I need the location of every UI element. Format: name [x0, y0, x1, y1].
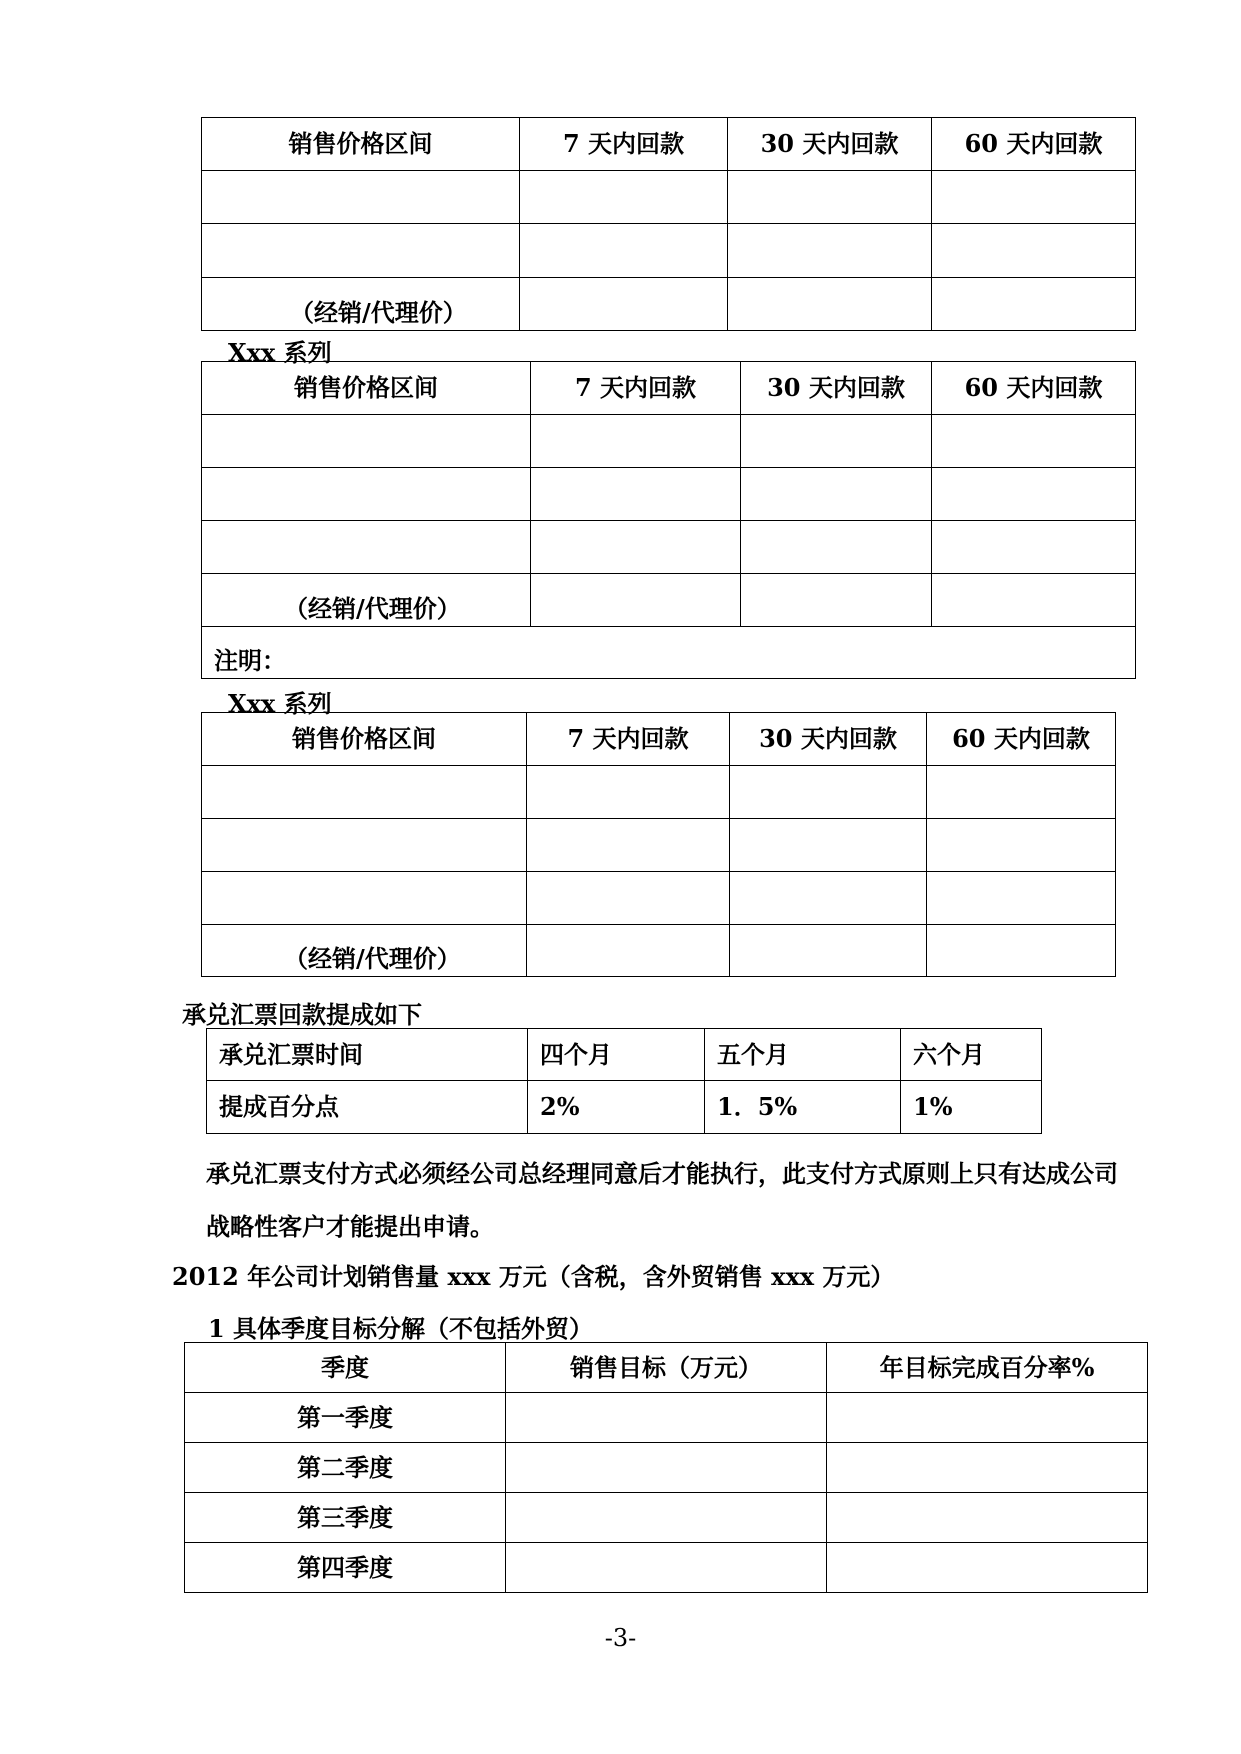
table-row: [202, 171, 1136, 224]
dealer-price-label: （经销/代理价）: [202, 278, 520, 331]
table-cell: [741, 415, 932, 468]
table-header-row: [185, 1343, 1148, 1393]
series-title-3: Xxx 系列: [228, 689, 332, 718]
table-cell: [741, 521, 932, 574]
table-cell: [932, 468, 1136, 521]
header-7-days: 7 天内回款: [527, 713, 730, 766]
header-30-days: 30 天内回款: [728, 118, 932, 171]
six-months: 六个月: [901, 1029, 1042, 1081]
table-cell: [506, 1443, 827, 1493]
table-cell: [730, 925, 927, 977]
table-cell: [202, 872, 527, 925]
table-row: [202, 574, 1136, 627]
table-cell: [728, 224, 932, 278]
acceptance-paragraph-line-2: 战略性客户才能提出申请。: [206, 1212, 494, 1241]
header-30-days: 30 天内回款: [741, 362, 932, 415]
price-table-3: [201, 712, 1116, 977]
table-cell: [202, 468, 531, 521]
header-60-days: 60 天内回款: [932, 362, 1136, 415]
table-cell: [730, 872, 927, 925]
table-cell: [202, 766, 527, 819]
table-row: [185, 1543, 1148, 1593]
commission-five-months: 1．5%: [705, 1081, 901, 1134]
table-cell: [730, 766, 927, 819]
table-cell: [520, 224, 728, 278]
table-cell: [741, 574, 932, 627]
price-table-1: [201, 117, 1136, 331]
table-cell: [932, 278, 1136, 331]
table-cell: [932, 521, 1136, 574]
table-cell: [728, 171, 932, 224]
table-cell: [531, 574, 741, 627]
commission-four-months: 2%: [528, 1081, 705, 1134]
table-cell: [202, 224, 520, 278]
table-cell: [827, 1543, 1148, 1593]
header-60-days: 60 天内回款: [932, 118, 1136, 171]
table-row: [202, 766, 1116, 819]
header-60-days: 60 天内回款: [927, 713, 1116, 766]
table-cell: [827, 1443, 1148, 1493]
header-price-range: 销售价格区间: [202, 362, 531, 415]
table-header-row: [202, 362, 1136, 415]
acceptance-heading: 承兑汇票回款提成如下: [182, 1000, 422, 1029]
five-months: 五个月: [705, 1029, 901, 1081]
quarter-label: 第二季度: [185, 1443, 506, 1493]
four-months: 四个月: [528, 1029, 705, 1081]
table-row: [202, 224, 1136, 278]
commission-row: [207, 1081, 1042, 1134]
acceptance-time-row: [207, 1029, 1042, 1081]
table-cell: [527, 872, 730, 925]
table-cell: [202, 415, 531, 468]
table-row: [202, 278, 1136, 331]
annual-plan-line: 2012 年公司计划销售量 xxx 万元（含税，含外贸销售 xxx 万元）: [172, 1262, 895, 1291]
quarter-label: 第四季度: [185, 1543, 506, 1593]
table-cell: [531, 521, 741, 574]
price-table-2: [201, 361, 1136, 679]
table-cell: [927, 872, 1116, 925]
table-cell: [932, 224, 1136, 278]
commission-six-months: 1%: [901, 1081, 1042, 1134]
table-cell: [527, 766, 730, 819]
acceptance-paragraph-line-1: 承兑汇票支付方式必须经公司总经理同意后才能执行，此支付方式原则上只有达成公司: [206, 1159, 1118, 1188]
header-30-days: 30 天内回款: [730, 713, 927, 766]
table-cell: [927, 819, 1116, 872]
dealer-price-label: （经销/代理价）: [202, 574, 531, 627]
table-row: [202, 819, 1116, 872]
quarter-heading: 1 具体季度目标分解（不包括外贸）: [208, 1314, 594, 1343]
header-price-range: 销售价格区间: [202, 118, 520, 171]
quarter-label: 第三季度: [185, 1493, 506, 1543]
table-cell: [520, 278, 728, 331]
table-header-row: [202, 713, 1116, 766]
table-cell: [927, 766, 1116, 819]
acceptance-time-label: 承兑汇票时间: [207, 1029, 528, 1081]
table-cell: [202, 819, 527, 872]
table-row: [202, 521, 1136, 574]
table-cell: [527, 819, 730, 872]
header-7-days: 7 天内回款: [531, 362, 741, 415]
table-header-row: [202, 118, 1136, 171]
table-row: [185, 1393, 1148, 1443]
dealer-price-label: （经销/代理价）: [202, 925, 527, 977]
header-sales-target: 销售目标（万元）: [506, 1343, 827, 1393]
table-row: [202, 415, 1136, 468]
table-cell: [932, 574, 1136, 627]
table-cell: [728, 278, 932, 331]
table-cell: [506, 1493, 827, 1543]
table-row: [202, 468, 1136, 521]
table-cell: [506, 1393, 827, 1443]
note-row: [202, 627, 1136, 679]
table-cell: [827, 1493, 1148, 1543]
table-cell: [527, 925, 730, 977]
quarter-label: 第一季度: [185, 1393, 506, 1443]
header-7-days: 7 天内回款: [520, 118, 728, 171]
commission-label: 提成百分点: [207, 1081, 528, 1134]
table-cell: [927, 925, 1116, 977]
table-cell: [202, 171, 520, 224]
table-cell: [531, 415, 741, 468]
table-row: [202, 872, 1116, 925]
quarter-table: [184, 1342, 1148, 1593]
table-row: [185, 1493, 1148, 1543]
header-price-range: 销售价格区间: [202, 713, 527, 766]
header-quarter: 季度: [185, 1343, 506, 1393]
header-completion-rate: 年目标完成百分率%: [827, 1343, 1148, 1393]
table-cell: [531, 468, 741, 521]
note-label: 注明：: [202, 627, 1136, 679]
table-cell: [730, 819, 927, 872]
table-row: [185, 1443, 1148, 1493]
acceptance-table: [206, 1028, 1042, 1134]
table-row: [202, 925, 1116, 977]
table-cell: [932, 171, 1136, 224]
table-cell: [932, 415, 1136, 468]
table-cell: [827, 1393, 1148, 1443]
table-cell: [520, 171, 728, 224]
table-cell: [506, 1543, 827, 1593]
table-cell: [741, 468, 932, 521]
series-title-2: Xxx 系列: [228, 338, 332, 367]
table-cell: [202, 521, 531, 574]
page-number: -3-: [604, 1624, 637, 1652]
